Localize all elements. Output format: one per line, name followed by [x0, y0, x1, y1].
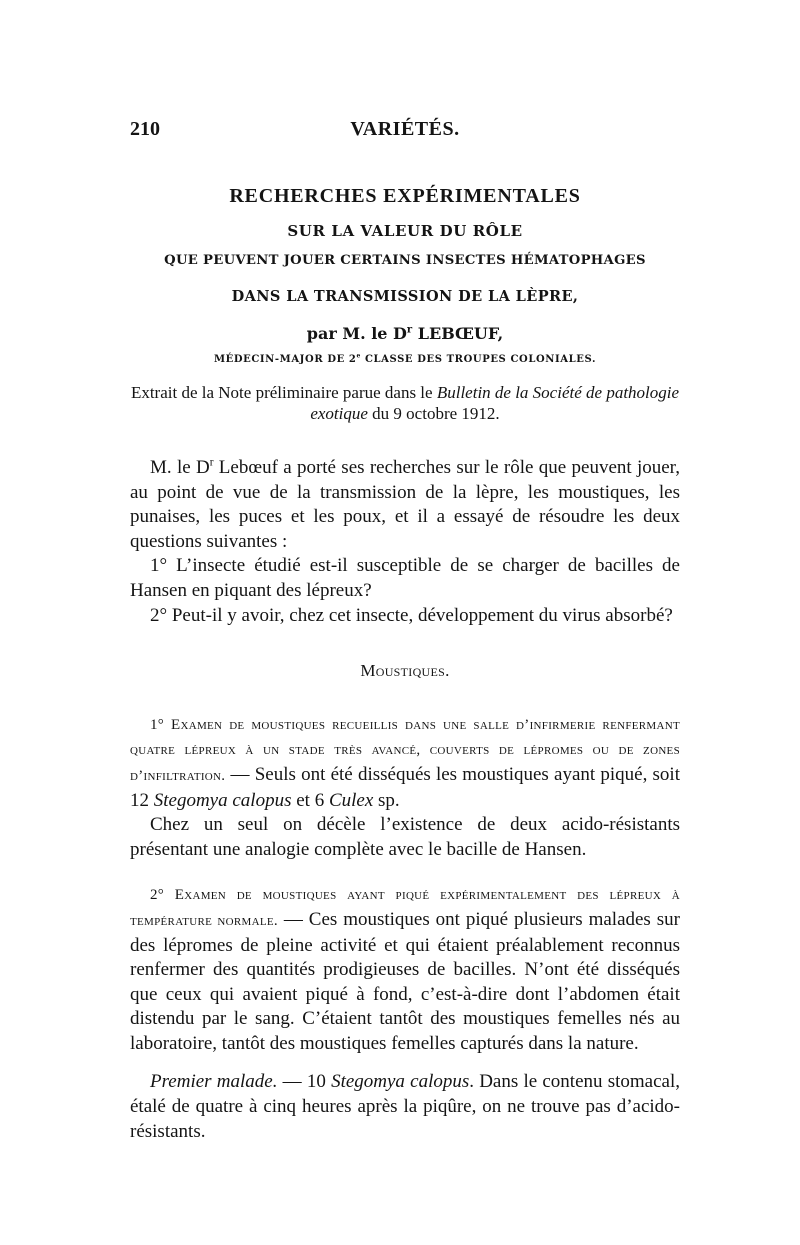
exam-1-text-b: et 6 — [291, 789, 329, 811]
author-superscript: r — [406, 324, 413, 336]
intro-paragraph — [130, 456, 680, 554]
intro-pre: M. le D — [150, 457, 210, 478]
extract-note — [130, 382, 680, 424]
article-title-line-1: RECHERCHES EXPÉRIMENTALES — [229, 185, 581, 207]
author-line — [130, 322, 680, 346]
running-header — [130, 118, 680, 144]
author-name: LEBŒUF, — [412, 324, 504, 343]
exam-1-paragraph — [130, 712, 680, 813]
article-body — [130, 456, 680, 1144]
case-1-paragraph — [130, 1070, 680, 1144]
exam-1-title: 1° Examen de moustiques recueillis dans une salle d’infirmerie renfermant quatre lépreux à un stade très avancé, couverts de lépromes ou de zones d’infiltration. — [130, 716, 680, 784]
exam-1-text-c: sp. — [373, 789, 400, 811]
author-affiliation — [130, 352, 680, 368]
article-heading — [130, 182, 680, 424]
article-title-line-2: SUR LA VALEUR DU RÔLE — [287, 222, 523, 240]
extract-pre: Extrait de la Note préliminaire parue dans le — [130, 383, 437, 402]
affiliation-superscript: e — [356, 352, 361, 360]
affiliation-post: CLASSE DES TROUPES COLONIALES. — [360, 354, 597, 365]
case-1-label: Premier malade. — [150, 1071, 278, 1093]
exam-2-paragraph — [130, 882, 680, 1056]
intro-superscript: r — [209, 456, 214, 469]
case-1-species: Stegomya calopus — [331, 1071, 470, 1093]
exam-1-paragraph-2: Chez un seul on décèle l’existence de deux acido-résistants présentant une analogie complète avec le bacille de Hansen. — [130, 814, 680, 860]
case-1-text-b: . Dans le contenu stomacal, étalé de quatre à cinq heures après la piqûre, on ne trouve pas d’acido-résistants. — [130, 1071, 680, 1142]
extract-post: du 9 octobre 1912. — [367, 404, 500, 423]
exam-2-text: — Ces moustiques ont piqué plusieurs malades sur des lépromes de pleine activité et qui étaient préalablement reconnus renfermer des quantités prodigieuses de bacilles. N’ont été disséqués que ceux qui avaient piqué à fond, c’est-à-dire dont l’abdomen était distendu par le sang. C’étaient tantôt des moustiques femelles nés au laboratoire, tantôt des moustiques femelles capturés dans la nature. — [130, 908, 680, 1054]
exam-1-species-1: Stegomya calopus — [153, 789, 292, 811]
article-title-line-4: DANS LA TRANSMISSION DE LA LÈPRE, — [231, 288, 579, 305]
paragraph-spacer-2 — [130, 1056, 680, 1070]
author-prefix: par M. le D — [306, 324, 407, 343]
question-2: 2° Peut-il y avoir, chez cet insecte, développement du virus absorbé? — [150, 604, 673, 626]
exam-1-text-a: — Seuls ont été disséqués les moustiques ayant piqué, soit 12 — [130, 763, 680, 811]
exam-1-species-2: Culex — [328, 789, 374, 811]
case-1-text-a: — 10 — [277, 1071, 332, 1093]
article-title-line-3: QUE PEUVENT JOUER CERTAINS INSECTES HÉMATOPHAGES — [164, 253, 646, 268]
page-number: 210 — [130, 118, 160, 140]
section-heading: Moustiques. — [360, 661, 450, 681]
affiliation-pre: MÉDECIN-MAJOR DE 2 — [213, 354, 357, 365]
intro-post: Lebœuf a porté ses recherches sur le rôle que peuvent jouer, au point de vue de la transmission de la lèpre, les moustiques, les punaises, les puces et les poux, et il a essayé de résoudre les deux questions suivantes : — [130, 457, 680, 552]
running-title: VARIÉTÉS. — [350, 118, 460, 140]
exam-2-title: 2° Examen de moustiques ayant piqué expérimentalement des lépreux à température normale. — [130, 887, 680, 929]
paragraph-spacer — [130, 862, 680, 882]
extract-journal: Bulletin de la Société de pathologie exotique — [310, 383, 680, 423]
question-1: 1° L’insecte étudié est-il susceptible de se charger de bacilles de Hansen en piquant des lépreux? — [130, 555, 680, 601]
